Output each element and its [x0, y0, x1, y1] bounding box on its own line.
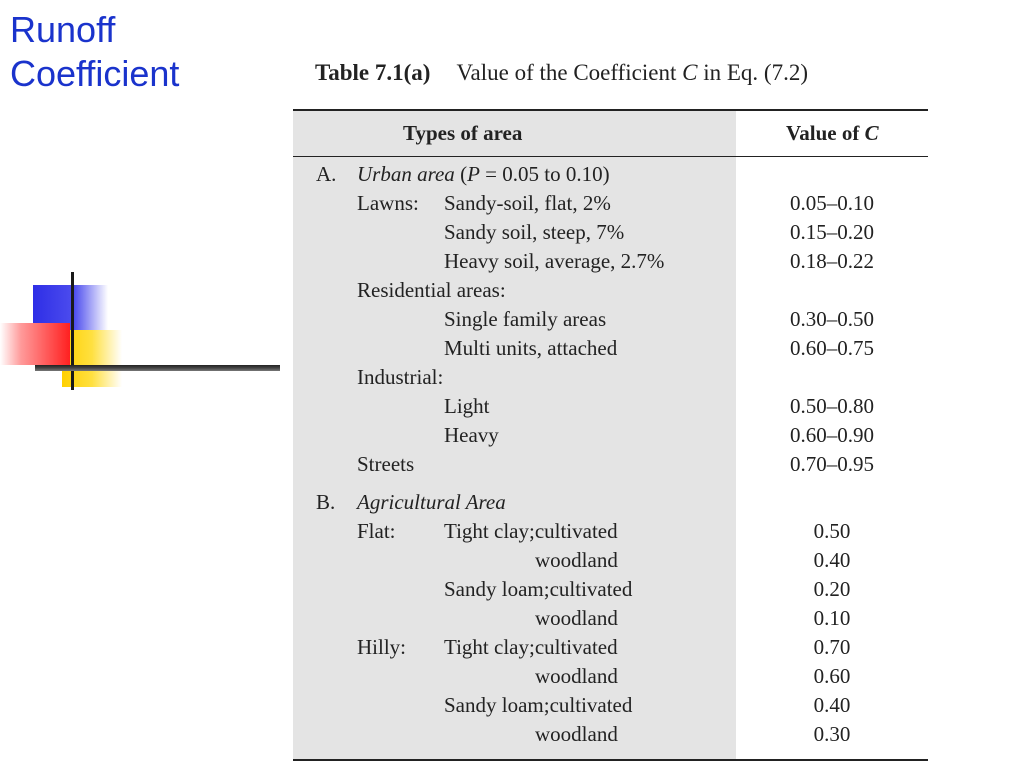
- row-desc: Multi units, attached: [444, 336, 618, 360]
- table-row: [293, 189, 928, 218]
- section-b-marker: B.: [316, 490, 336, 514]
- row-desc: Heavy soil, average, 2.7%: [444, 249, 665, 273]
- table-caption-prefix: Value of the Coefficient: [456, 60, 683, 85]
- flat-label: Flat:: [357, 519, 396, 543]
- row-desc: Sandy loam;cultivated: [444, 577, 633, 601]
- table-row: [293, 450, 928, 479]
- residential-label: Residential areas:: [357, 278, 506, 302]
- table-caption-var: C: [682, 60, 698, 85]
- table-caption-suffix: in Eq. (7.2): [697, 60, 808, 85]
- section-b-title: Agricultural Area: [357, 490, 506, 514]
- row-desc: woodland: [535, 606, 618, 630]
- row-value: 0.40: [813, 548, 851, 572]
- table-row: [293, 546, 928, 575]
- row-value: 0.70: [813, 635, 851, 659]
- table-row: [293, 662, 928, 691]
- table-row: [293, 276, 928, 305]
- slide-title: [10, 8, 179, 96]
- row-value: 0.15–0.20: [790, 220, 874, 244]
- table-row: [293, 575, 928, 604]
- row-desc: Tight clay;cultivated: [444, 635, 618, 659]
- slide-title-line-2: Coefficient: [10, 53, 180, 94]
- industrial-label: Industrial:: [357, 365, 444, 389]
- table-row: [293, 421, 928, 450]
- slide-title-line-1: Runoff: [10, 9, 116, 50]
- header-divider: [293, 156, 928, 157]
- row-desc: Tight clay;cultivated: [444, 519, 618, 543]
- table-row: [293, 363, 928, 392]
- row-value: 0.60–0.90: [790, 423, 874, 447]
- row-desc: woodland: [535, 548, 618, 572]
- row-value: 0.05–0.10: [790, 191, 874, 215]
- header-value-var: C: [864, 121, 879, 145]
- row-desc: Sandy soil, steep, 7%: [444, 220, 625, 244]
- lawns-label: Lawns:: [357, 191, 419, 215]
- ornament-red-bar: [0, 323, 70, 365]
- table-row: [293, 160, 928, 189]
- hilly-label: Hilly:: [357, 635, 407, 659]
- row-desc: Single family areas: [444, 307, 607, 331]
- row-value: 0.60–0.75: [790, 336, 874, 360]
- table-row: [293, 392, 928, 421]
- table-row: [293, 305, 928, 334]
- header-value-of-c: [786, 121, 879, 146]
- table-caption: [315, 60, 955, 86]
- table-row: [293, 517, 928, 546]
- table-row: [293, 604, 928, 633]
- row-value: 0.50: [813, 519, 851, 543]
- ornament-vertical-line: [71, 272, 74, 390]
- section-a-title: Urban area (P = 0.05 to 0.10): [357, 162, 610, 186]
- runoff-coefficient-table: [293, 109, 928, 761]
- row-desc: Sandy loam;cultivated: [444, 693, 633, 717]
- header-types-of-area: Types of area: [403, 121, 523, 145]
- row-desc: Sandy-soil, flat, 2%: [444, 191, 611, 215]
- row-value: 0.30: [813, 722, 851, 746]
- row-desc: woodland: [535, 664, 618, 688]
- table-row: [293, 334, 928, 363]
- row-desc: woodland: [535, 722, 618, 746]
- header-value-prefix: Value of: [786, 121, 865, 145]
- row-value: 0.60: [813, 664, 851, 688]
- row-value: 0.40: [813, 693, 851, 717]
- table-caption-label: Table 7.1(a): [315, 60, 431, 85]
- streets-label: Streets: [357, 452, 415, 476]
- row-value: 0.30–0.50: [790, 307, 874, 331]
- table-row: [293, 633, 928, 662]
- table-row: [293, 218, 928, 247]
- table-row: [293, 691, 928, 720]
- row-desc: Light: [444, 394, 490, 418]
- table-row: [293, 247, 928, 276]
- ornament-horizontal-line: [35, 365, 280, 371]
- row-desc: Heavy: [444, 423, 499, 447]
- section-a-marker: A.: [316, 162, 337, 186]
- row-value: 0.18–0.22: [790, 249, 874, 273]
- table-row: [293, 720, 928, 749]
- row-value: 0.70–0.95: [790, 452, 874, 476]
- row-value: 0.10: [813, 606, 851, 630]
- row-value: 0.20: [813, 577, 851, 601]
- table-row: [293, 488, 928, 517]
- row-value: 0.50–0.80: [790, 394, 874, 418]
